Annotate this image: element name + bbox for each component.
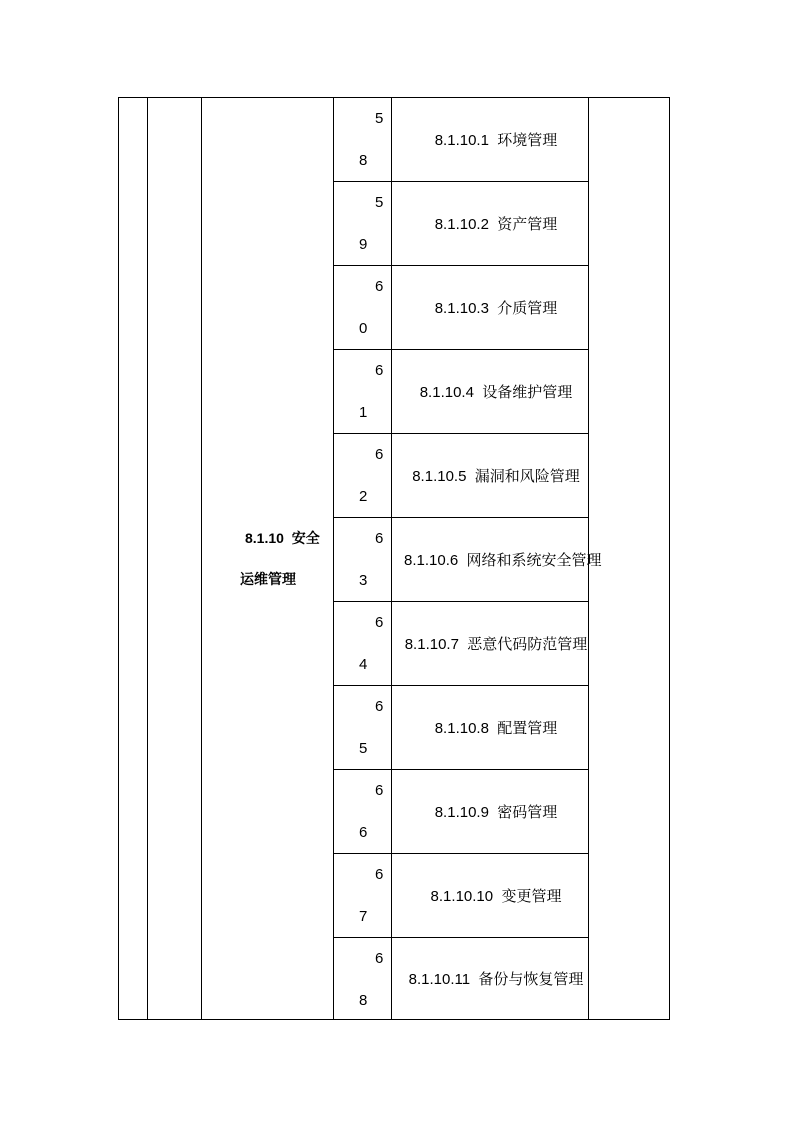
- row-item: 8.1.10.2 资产管理: [434, 216, 558, 233]
- table-row: [334, 434, 588, 518]
- row-number-cell: [334, 350, 392, 433]
- table-row: [334, 350, 588, 434]
- row-number-cell: [334, 518, 392, 601]
- row-number: 58: [359, 110, 384, 169]
- row-number: 59: [359, 194, 384, 253]
- row-number-cell: [334, 182, 392, 265]
- row-number-cell: [334, 770, 392, 853]
- row-item: 8.1.10.6 网络和系统安全管理: [404, 552, 602, 569]
- table-row: [334, 98, 588, 182]
- empty-column-2: [148, 98, 202, 1019]
- row-item: 8.1.10.9 密码管理: [434, 804, 558, 821]
- row-number-cell: [334, 434, 392, 517]
- row-number-cell: [334, 938, 392, 1019]
- section-title: 8.1.10 安全运维管理: [240, 529, 320, 587]
- table-row: [334, 602, 588, 686]
- row-number: 60: [359, 278, 384, 337]
- row-number-cell: [334, 602, 392, 685]
- row-item: 8.1.10.8 配置管理: [434, 720, 558, 737]
- row-number-cell: [334, 266, 392, 349]
- row-number: 66: [359, 782, 384, 841]
- requirements-table: [118, 97, 670, 1020]
- row-item: 8.1.10.1 环境管理: [434, 132, 558, 149]
- row-number-cell: [334, 854, 392, 937]
- row-item: 8.1.10.3 介质管理: [434, 300, 558, 317]
- row-number: 62: [359, 446, 384, 505]
- table-row: [334, 266, 588, 350]
- row-number: 65: [359, 698, 384, 757]
- row-number: 64: [359, 614, 384, 673]
- table-row: [334, 938, 588, 1019]
- row-number: 61: [359, 362, 384, 421]
- table-row: [334, 770, 588, 854]
- row-item: 8.1.10.4 设备维护管理: [419, 384, 573, 401]
- row-number: 67: [359, 866, 384, 925]
- table-row: [334, 518, 602, 602]
- empty-column-6: [588, 98, 669, 1019]
- row-number-cell: [334, 686, 392, 769]
- row-item: 8.1.10.11 备份与恢复管理: [408, 971, 584, 988]
- table-row: [334, 854, 588, 938]
- empty-column-1: [119, 98, 148, 1019]
- row-item: 8.1.10.7 恶意代码防范管理: [404, 636, 588, 653]
- section-cell: [202, 98, 334, 1019]
- item-rows: [334, 98, 602, 1019]
- row-item: 8.1.10.5 漏洞和风险管理: [412, 468, 580, 485]
- table-row: [334, 182, 588, 266]
- row-number: 68: [359, 950, 384, 1009]
- row-number-cell: [334, 98, 392, 181]
- table-row: [334, 686, 588, 770]
- row-number: 63: [359, 530, 384, 589]
- row-item: 8.1.10.10 变更管理: [430, 888, 562, 905]
